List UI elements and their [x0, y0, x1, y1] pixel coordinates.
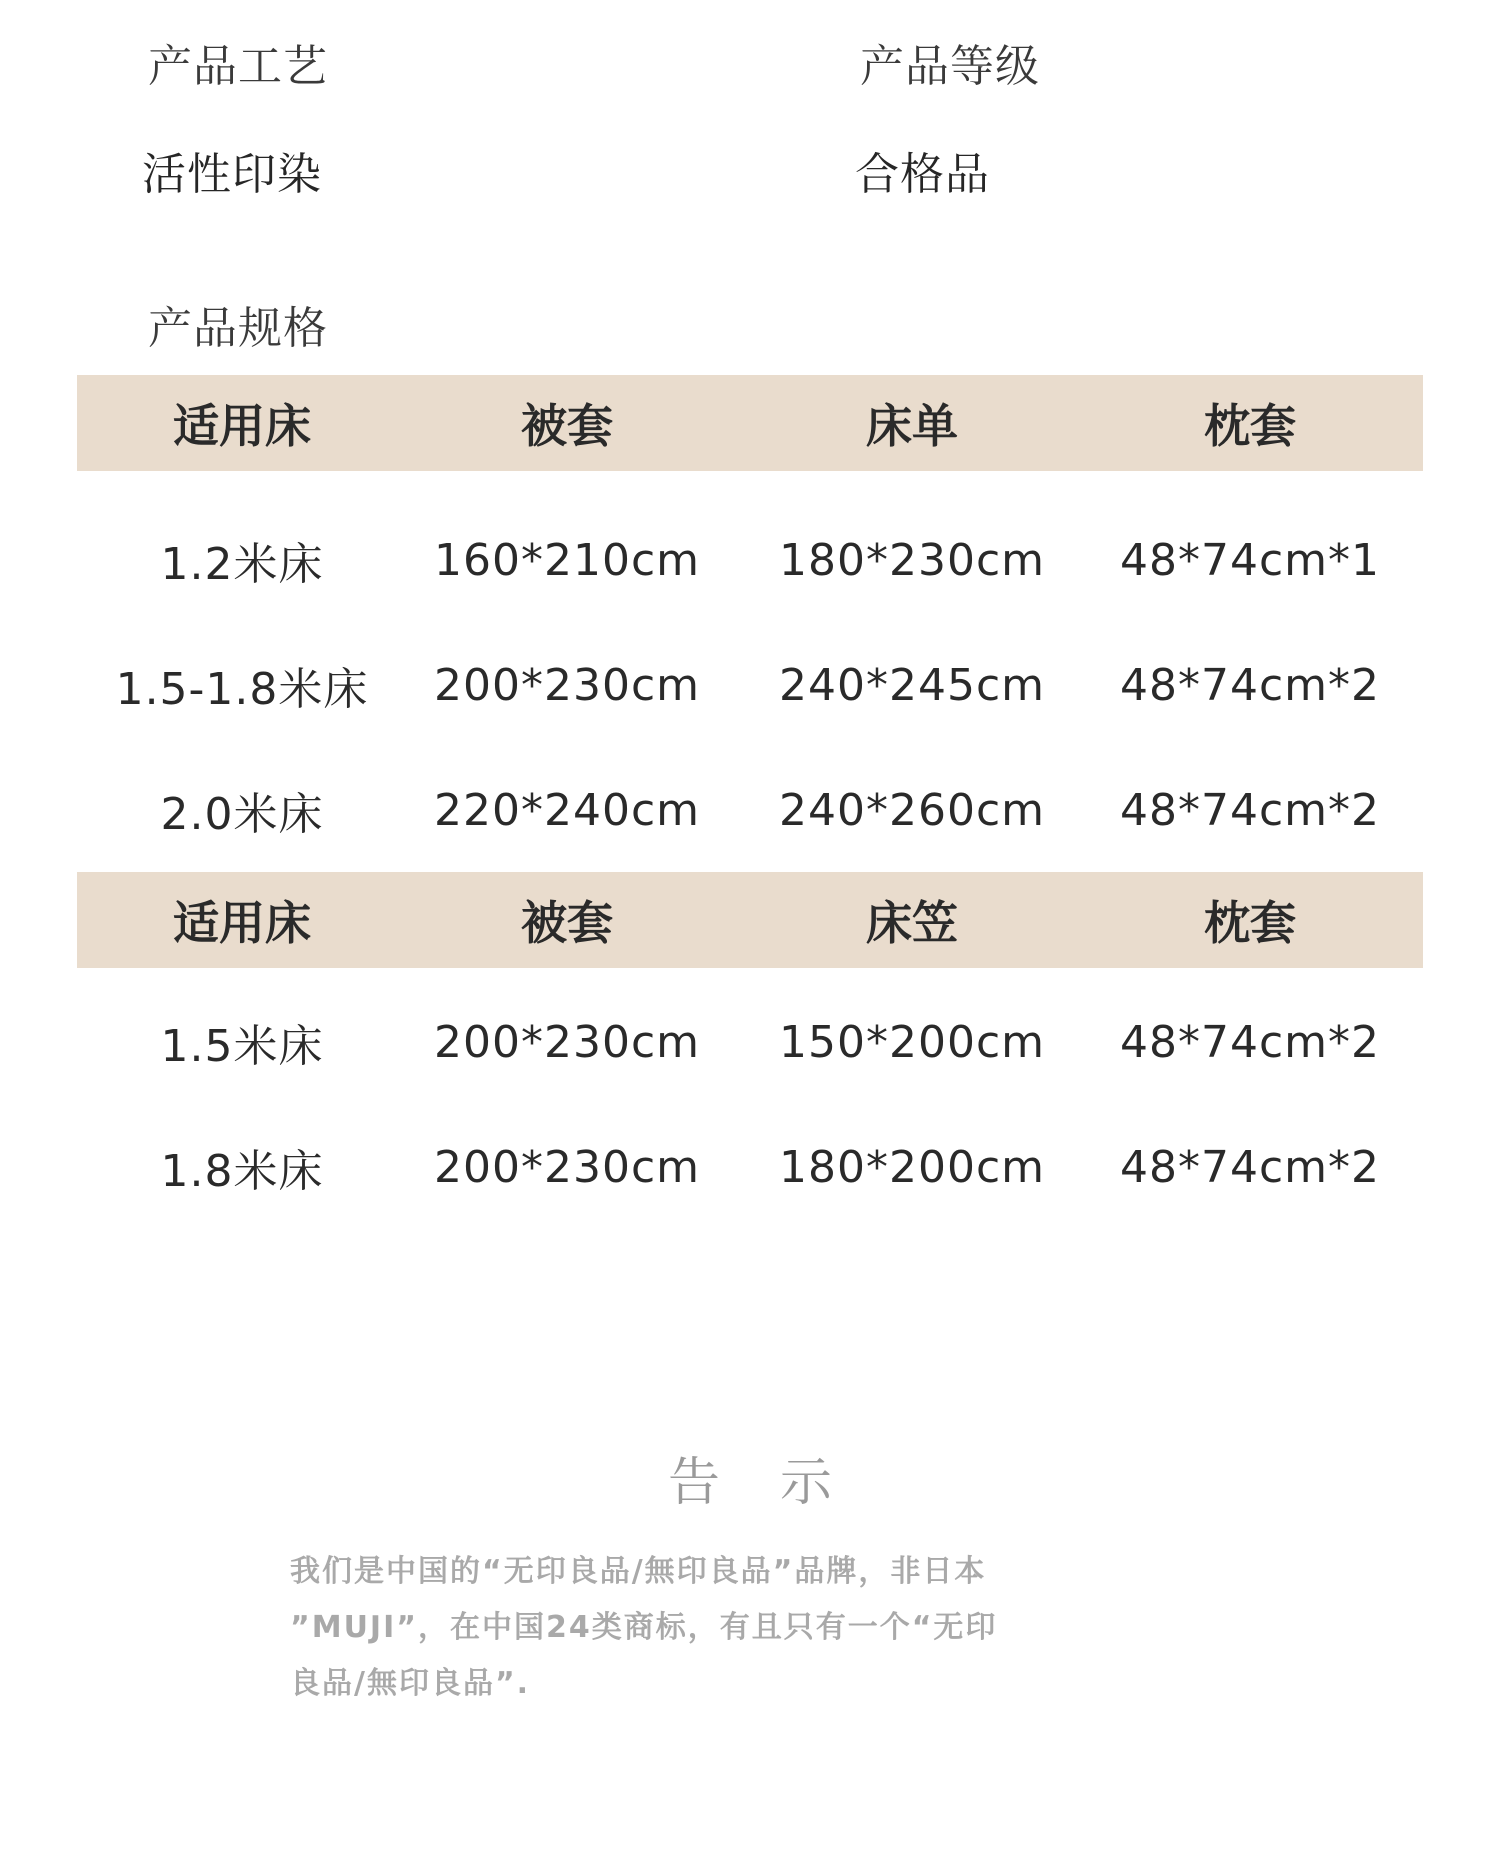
- table-cell-pillowcase: 48*74cm*2: [1119, 1141, 1381, 1193]
- notice-title: 告示: [667, 1453, 892, 1513]
- table-cell-duvet: 200*230cm: [433, 1141, 701, 1193]
- table-cell-fitted-sheet: 150*200cm: [778, 1016, 1046, 1068]
- table1-header-pillowcase: 枕套: [1204, 399, 1296, 453]
- table-row: [77, 780, 1423, 840]
- table-cell-sheet: 180*230cm: [778, 534, 1046, 586]
- table-cell-pillowcase: 48*74cm*2: [1119, 784, 1381, 836]
- table-cell-duvet: 160*210cm: [433, 534, 701, 586]
- table-cell-sheet: 240*260cm: [778, 784, 1046, 836]
- table-cell-pillowcase: 48*74cm*1: [1119, 534, 1381, 586]
- table-cell-bed: 1.5米床: [160, 1021, 324, 1072]
- table2-header-duvet: 被套: [521, 896, 613, 950]
- table-cell-bed: 1.5-1.8米床: [115, 664, 369, 715]
- table-cell-fitted-sheet: 180*200cm: [778, 1141, 1046, 1193]
- grade-value: 合格品: [855, 149, 990, 200]
- table-cell-bed: 1.8米床: [160, 1146, 324, 1197]
- table2-header-fitted-sheet: 床笠: [866, 896, 958, 950]
- craft-value: 活性印染: [142, 149, 322, 200]
- table-cell-bed: 2.0米床: [160, 789, 324, 840]
- table-row: [77, 1012, 1423, 1072]
- table2-header-bed: 适用床: [173, 896, 311, 950]
- table1-header-bed: 适用床: [173, 399, 311, 453]
- grade-label: 产品等级: [860, 41, 1040, 92]
- table-row: [77, 1137, 1423, 1197]
- table2-header-pillowcase: 枕套: [1204, 896, 1296, 950]
- table-row: [77, 530, 1423, 590]
- craft-label: 产品工艺: [148, 41, 328, 92]
- table-row: [77, 655, 1423, 715]
- table1-header-duvet: 被套: [521, 399, 613, 453]
- notice-line: 我们是中国的“无印良品/無印良品”品牌，非日本: [290, 1554, 987, 1589]
- table1-header: [77, 375, 1423, 471]
- table-cell-sheet: 240*245cm: [778, 659, 1046, 711]
- table-cell-bed: 1.2米床: [160, 539, 324, 590]
- table-cell-duvet: 220*240cm: [433, 784, 701, 836]
- spec-label: 产品规格: [148, 303, 328, 354]
- notice-line: 良品/無印良品”.: [290, 1666, 531, 1701]
- table-cell-duvet: 200*230cm: [433, 659, 701, 711]
- notice-line: ”MUJI”，在中国24类商标，有且只有一个“无印: [290, 1610, 998, 1645]
- table-cell-pillowcase: 48*74cm*2: [1119, 1016, 1381, 1068]
- table1-header-sheet: 床单: [866, 399, 958, 453]
- table-cell-duvet: 200*230cm: [433, 1016, 701, 1068]
- table-cell-pillowcase: 48*74cm*2: [1119, 659, 1381, 711]
- table2-header: [77, 872, 1423, 968]
